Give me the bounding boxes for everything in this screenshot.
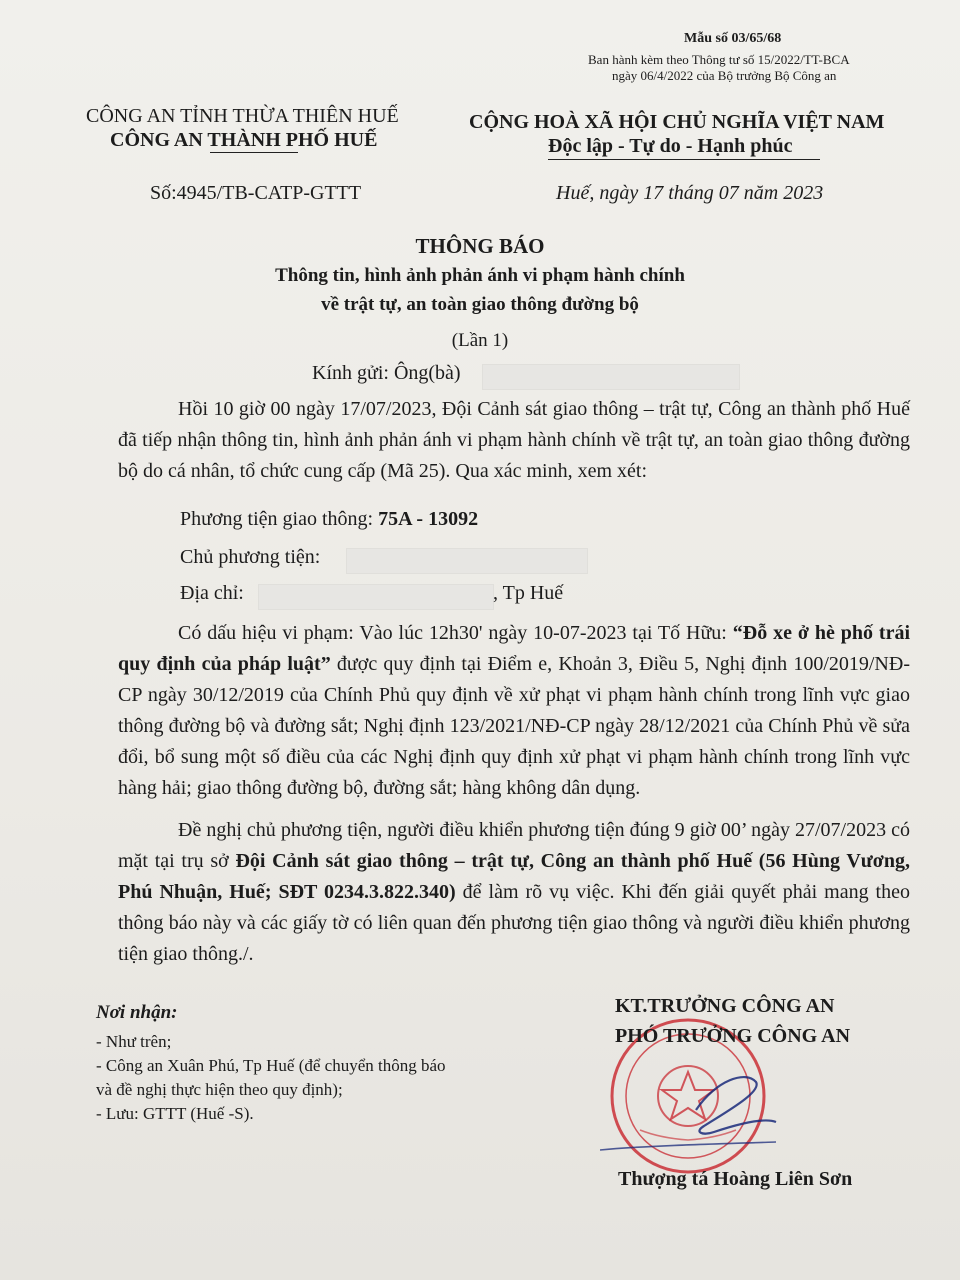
vehicle-plate: 75A - 13092 — [378, 508, 479, 530]
paragraph-intro — [118, 394, 910, 487]
redacted-owner — [346, 548, 588, 574]
recipients-title: Nơi nhận: — [96, 1002, 178, 1023]
notice-iteration: (Lần 1) — [451, 330, 509, 351]
vehicle-label: Phương tiện giao thông: — [180, 508, 379, 530]
agency-underline — [210, 152, 298, 153]
violation-description: “Đỗ xe ở hè phố trái quy định của pháp luật” — [118, 622, 911, 675]
address-city: , Tp Huế — [493, 582, 564, 604]
signature-authority: KT.TRƯỞNG CÔNG AN — [615, 995, 835, 1017]
greeting: Kính gửi: Ông(bà) — [312, 362, 461, 384]
owner-field — [180, 546, 320, 569]
recipient-item: - Công an Xuân Phú, Tp Huế (để chuyển thông báo — [96, 1056, 446, 1075]
recipient-item: và đề nghị thực hiện theo quy định); — [96, 1080, 343, 1099]
paragraph-intro-text: Hồi 10 giờ 00 ngày 17/07/2023, Đội Cảnh sát giao thông – trật tự, Công an thành phố Huế đã tiếp nhận thông tin, hình ảnh phản ánh vi phạm hành chính về trật tự, an toàn giao thông đường bộ do cá nhân, tổ chức cung cấp (Mã 25). Qua xác minh, xem xét: — [118, 398, 910, 482]
motto-underline — [548, 159, 820, 160]
form-issuance-date: ngày 06/4/2022 của Bộ trưởng Bộ Công an — [612, 68, 837, 83]
address-field — [180, 582, 244, 605]
request-rest: để làm rõ vụ việc. Khi đến giải quyết phải mang theo thông báo này và các giấy tờ có liên quan đến phương tiện giao thông và người điều khiển phương tiện giao thông./. — [118, 881, 910, 965]
national-motto: Độc lập - Tự do - Hạnh phúc — [548, 135, 793, 157]
form-issuance-line: Ban hành kèm theo Thông tư số 15/2022/TT-BCA — [588, 52, 850, 67]
document-subtitle-2: về trật tự, an toàn giao thông đường bộ — [321, 294, 639, 315]
violation-lead: Có dấu hiệu vi phạm: Vào lúc 12h30' ngày 10-07-2023 tại Tố Hữu: — [178, 622, 733, 644]
redacted-address — [258, 584, 494, 610]
paragraph-request — [118, 815, 910, 970]
address-label: Địa chỉ: — [180, 582, 244, 604]
owner-label: Chủ phương tiện: — [180, 546, 321, 568]
request-location: Đội Cảnh sát giao thông – trật tự, Công an thành phố Huế (56 Hùng Vương, Phú Nhuận, Huế; SĐT 0234.3.822.340) — [118, 850, 910, 903]
recipient-item: - Lưu: GTTT (Huế -S). — [96, 1104, 254, 1123]
form-number: Mẫu số 03/65/68 — [684, 31, 782, 46]
document-subtitle-1: Thông tin, hình ảnh phản ánh vi phạm hành chính — [275, 265, 685, 286]
signature-position: PHÓ TRƯỞNG CÔNG AN — [615, 1025, 851, 1047]
agency-name: CÔNG AN THÀNH PHỐ HUẾ — [110, 129, 378, 151]
redacted-recipient — [482, 364, 740, 390]
signer-name: Thượng tá Hoàng Liên Sơn — [618, 1168, 853, 1190]
violation-legal-basis: được quy định tại Điểm e, Khoản 3, Điều 5, Nghị định 100/2019/NĐ-CP ngày 30/12/2019 của Chính Phủ quy định về xử phạt vi phạm hành chính trong lĩnh vực giao thông đường bộ và đường sắt; Nghị định 123/2021/NĐ-CP ngày 28/12/2021 của Chính Phủ về sửa đổi, bổ sung một số điều của các Nghị định quy định xử phạt vi phạm hành chính trong lĩnh vực hàng hải; giao thông đường bộ, đường sắt; hàng không dân dụng. — [118, 653, 910, 799]
national-title: CỘNG HOÀ XÃ HỘI CHỦ NGHĨA VIỆT NAM — [469, 111, 885, 133]
vehicle-field — [180, 508, 478, 531]
request-lead: Đề nghị chủ phương tiện, người điều khiển phương tiện đúng 9 giờ 00’ ngày 27/07/2023 có mặt tại trụ sở — [118, 819, 910, 872]
recipient-item: - Như trên; — [96, 1032, 172, 1051]
document-number: Số:4945/TB-CATP-GTTT — [150, 182, 362, 204]
paragraph-violation — [118, 618, 910, 804]
document-title: THÔNG BÁO — [415, 234, 545, 258]
agency-parent: CÔNG AN TỈNH THỪA THIÊN HUẾ — [86, 105, 399, 127]
date-line: Huế, ngày 17 tháng 07 năm 2023 — [556, 182, 824, 204]
